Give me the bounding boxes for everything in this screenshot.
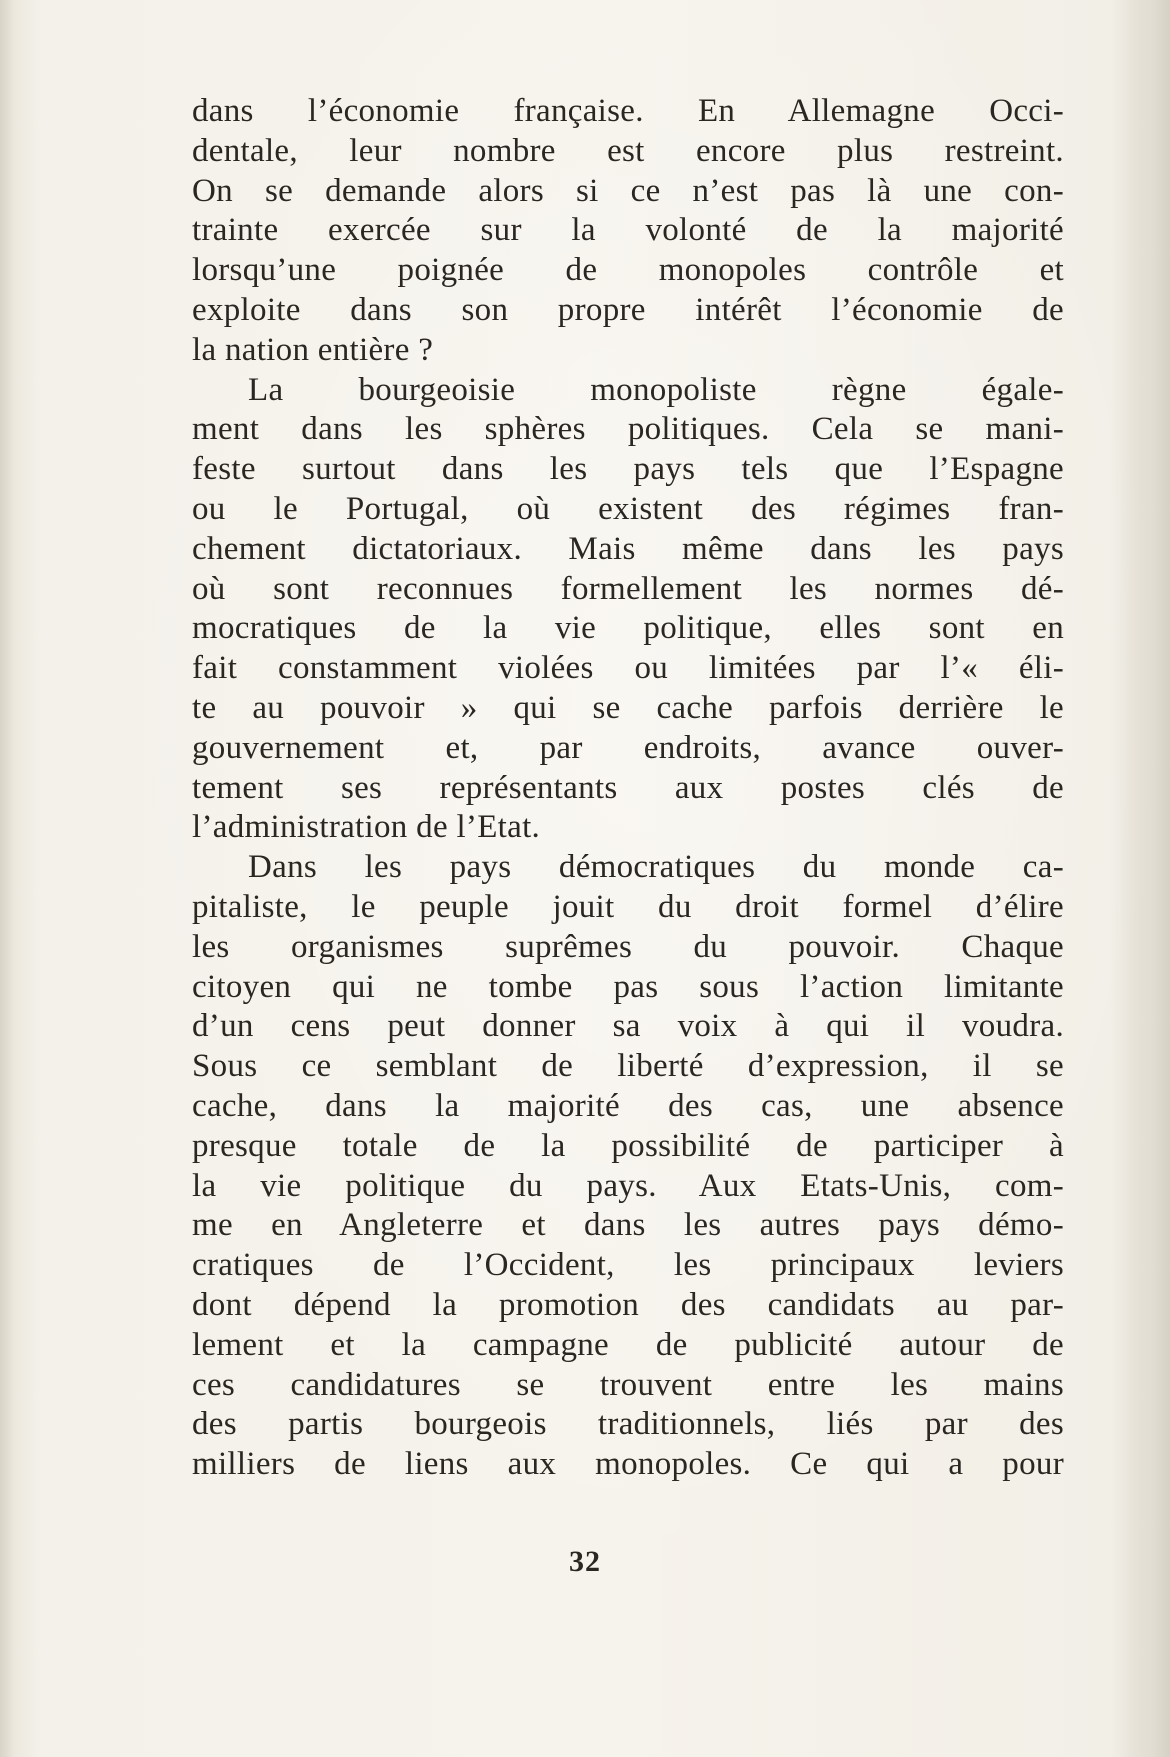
text-line: Dans les pays démocratiques du monde ca- (248, 849, 1064, 886)
text-line: La bourgeoisie monopoliste règne égale- (248, 371, 1064, 408)
text-line: d’un cens peut donner sa voix à qui il voudra. (192, 1008, 1064, 1045)
page-left-edge (0, 0, 14, 1757)
text-line: la vie politique du pays. Aux Etats-Unis, com- (192, 1167, 1064, 1204)
text-line: gouvernement et, par endroits, avance ouver- (192, 729, 1064, 766)
text-line: On se demande alors si ce n’est pas là une con- (192, 172, 1064, 209)
text-line: fait constamment violées ou limitées par l’« éli- (192, 650, 1064, 687)
text-line: la nation entière ? (192, 331, 434, 368)
text-line: ces candidatures se trouvent entre les mains (192, 1366, 1064, 1403)
text-line: cache, dans la majorité des cas, une absence (192, 1087, 1064, 1124)
text-line: presque totale de la possibilité de participer à (192, 1127, 1064, 1164)
text-line: cratiques de l’Occident, les principaux leviers (192, 1247, 1064, 1284)
text-line: lorsqu’une poignée de monopoles contrôle et (192, 252, 1064, 289)
text-line: milliers de liens aux monopoles. Ce qui a pour (192, 1446, 1064, 1483)
text-line: les organismes suprêmes du pouvoir. Chaque (192, 928, 1064, 965)
text-line: mocratiques de la vie politique, elles sont en (192, 610, 1064, 647)
text-line: dans l’économie française. En Allemagne Occi- (192, 93, 1064, 129)
text-line: pitaliste, le peuple jouit du droit formel d’élire (192, 888, 1064, 925)
body-text (192, 92, 1064, 1485)
text-line: Sous ce semblant de liberté d’expression, il se (192, 1048, 1064, 1085)
text-line: dont dépend la promotion des candidats au par- (192, 1286, 1064, 1323)
text-line: chement dictatoriaux. Mais même dans les pays (192, 530, 1064, 567)
text-line: lement et la campagne de publicité autour de (192, 1326, 1064, 1363)
text-line: ou le Portugal, où existent des régimes fran- (192, 490, 1064, 527)
text-line: te au pouvoir » qui se cache parfois derrière le (192, 689, 1064, 726)
text-line: trainte exercée sur la volonté de la majorité (192, 212, 1064, 249)
text-line: citoyen qui ne tombe pas sous l’action limitante (192, 968, 1064, 1005)
text-line: dentale, leur nombre est encore plus restreint. (192, 132, 1064, 169)
page-number: 32 (569, 1545, 601, 1578)
text-line: l’administration de l’Etat. (192, 809, 541, 846)
text-line: tement ses représentants aux postes clés de (192, 769, 1064, 806)
text-line: me en Angleterre et dans les autres pays démo- (192, 1207, 1064, 1244)
text-line: des partis bourgeois traditionnels, liés par des (192, 1406, 1064, 1443)
page-right-edge (1110, 0, 1170, 1757)
text-line: où sont reconnues formellement les normes dé- (192, 570, 1064, 607)
text-line: feste surtout dans les pays tels que l’Espagne (192, 451, 1064, 488)
text-line: ment dans les sphères politiques. Cela se mani- (192, 411, 1064, 448)
text-line: exploite dans son propre intérêt l’économie de (192, 291, 1064, 328)
